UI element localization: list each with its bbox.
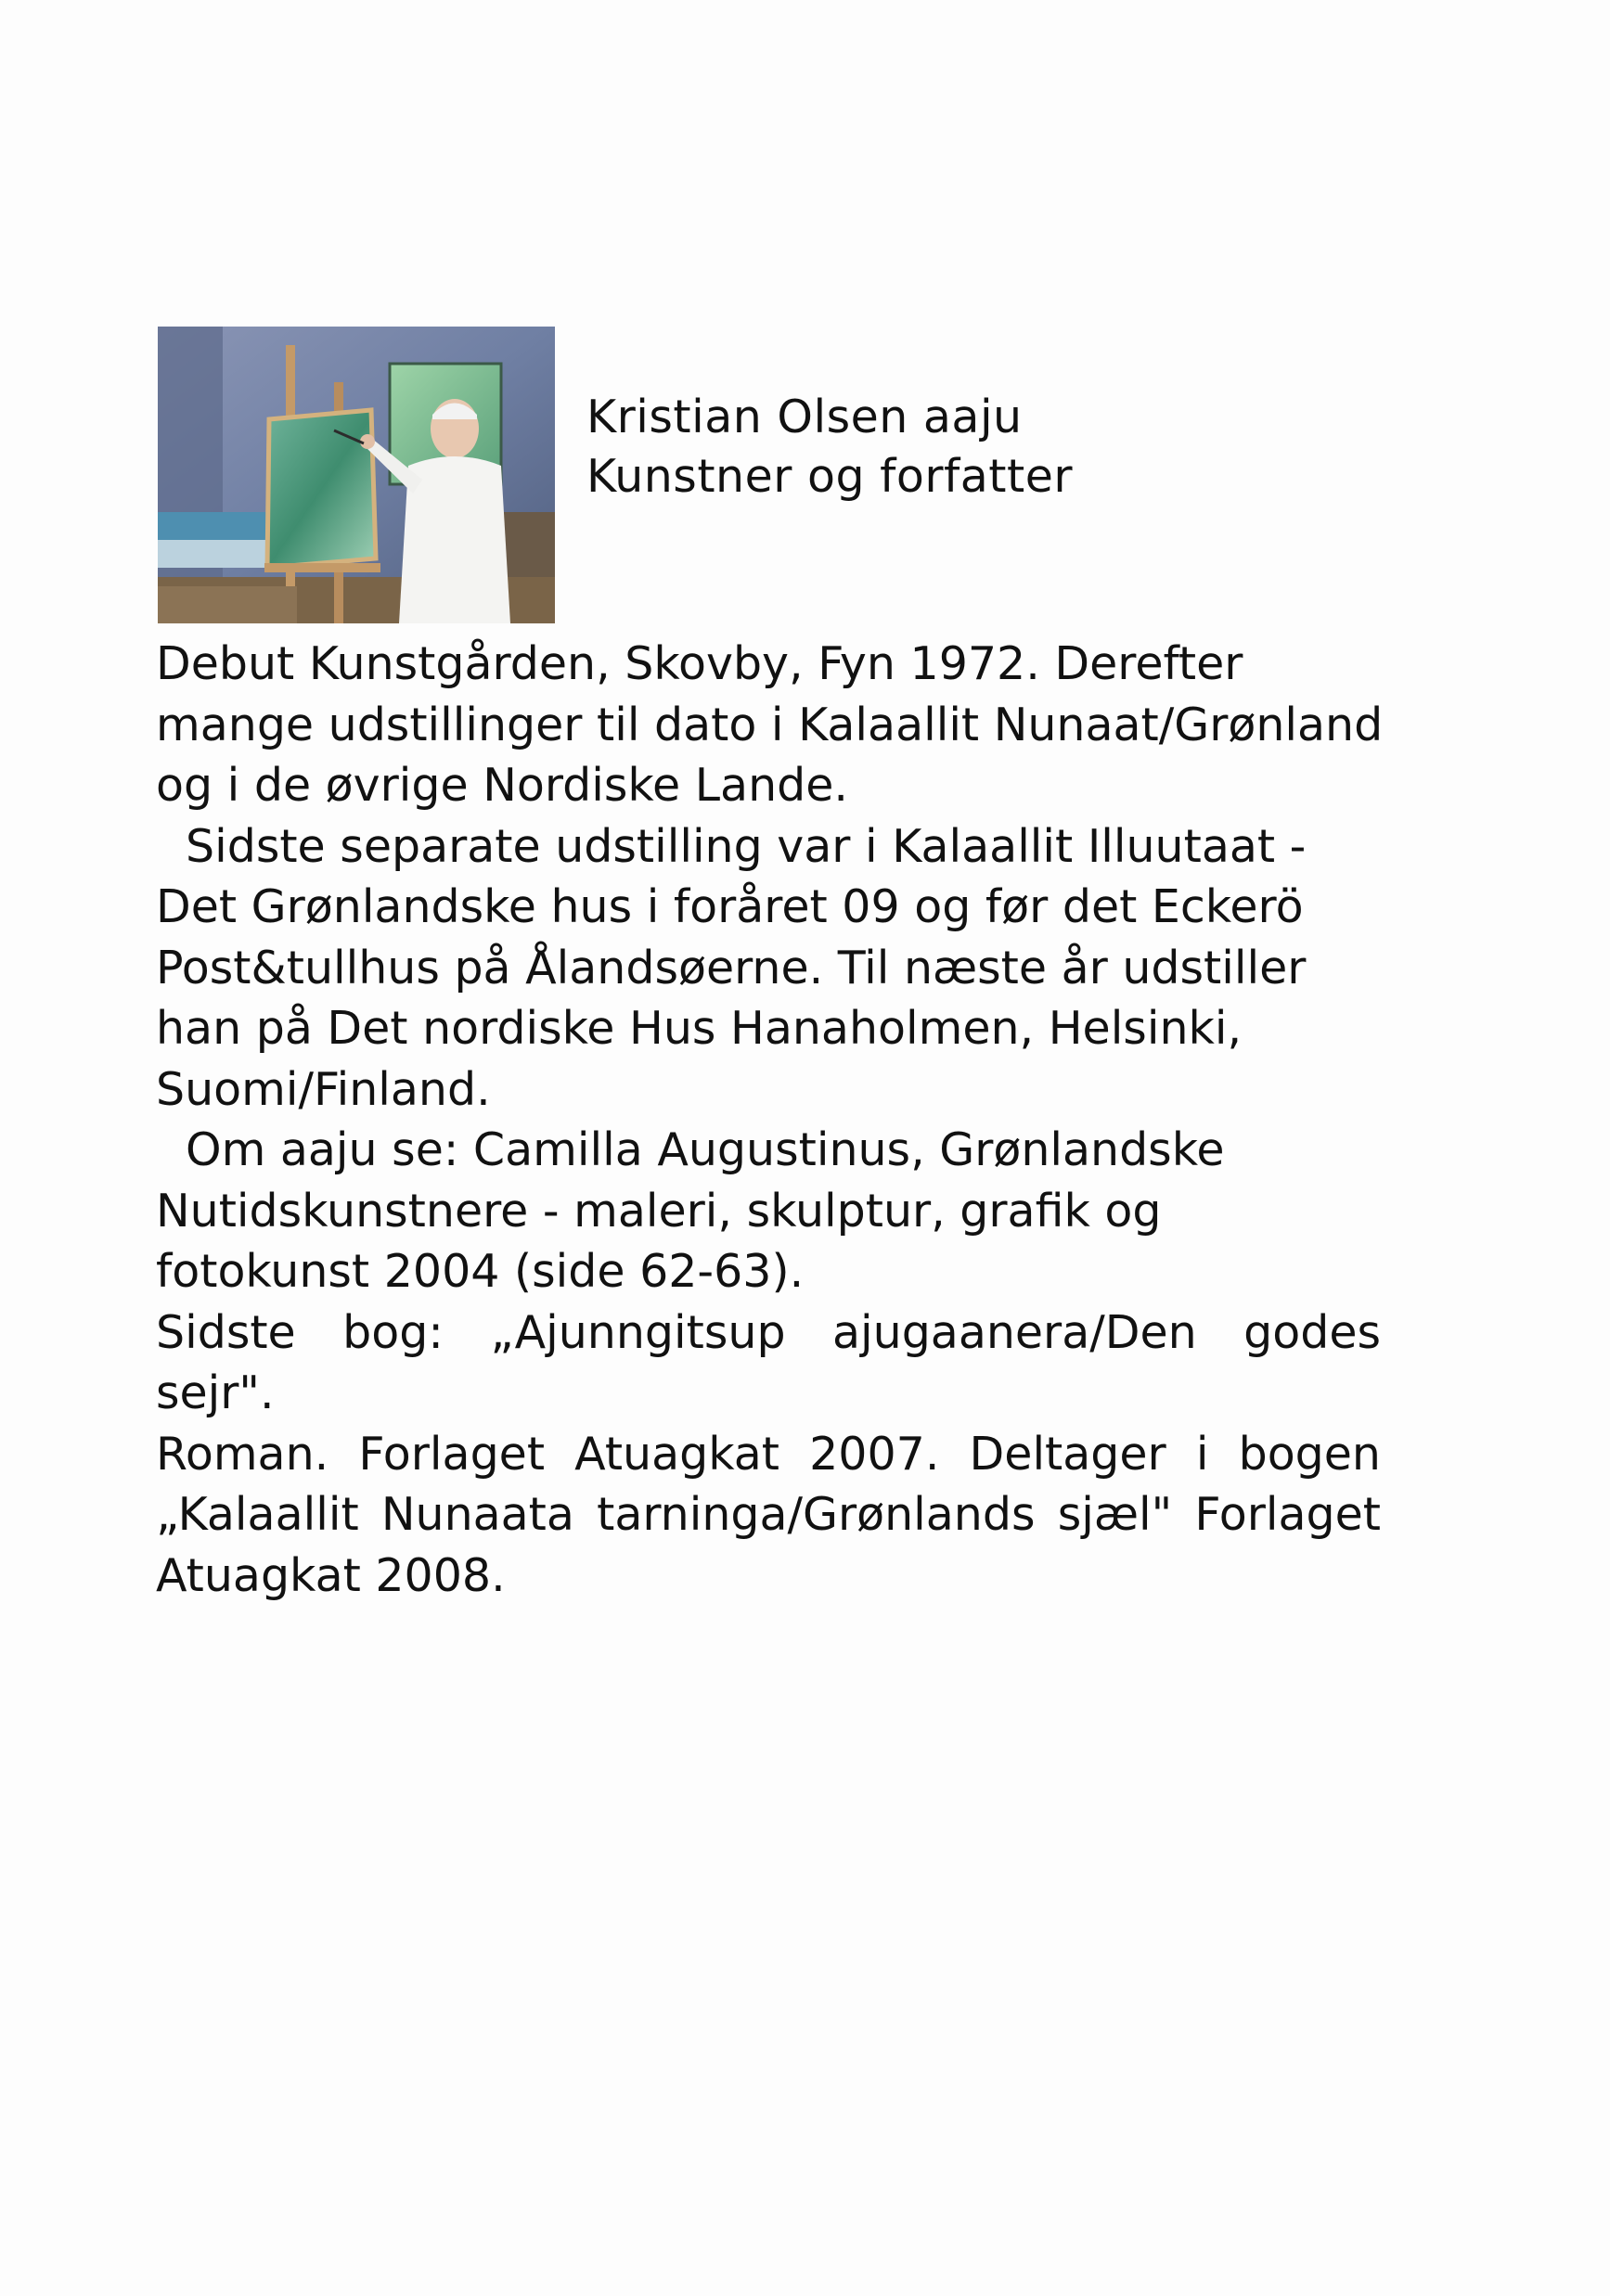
header xyxy=(586,388,1073,507)
bio-line: Sidste separate udstilling var i Kalaallit Illuutaat - xyxy=(186,819,1307,873)
bio-line: han på Det nordiske Hus Hanaholmen, Helsinki, xyxy=(156,1002,1243,1055)
bio-line: Debut Kunstgården, Skovby, Fyn 1972. Derefter xyxy=(156,637,1243,690)
author-role: Kunstner og forfatter xyxy=(586,450,1073,503)
artist-painting-photo-icon xyxy=(158,327,555,623)
bio-line: mange udstillinger til dato i Kalaallit Nunaat/Grønland xyxy=(156,698,1384,751)
bio-line: Suomi/Finland. xyxy=(156,1062,491,1116)
bio-line: Sidste bog: „Ajunngitsup ajugaanera/Den godes sejr". xyxy=(156,1305,1381,1419)
author-name: Kristian Olsen aaju xyxy=(586,391,1023,443)
bio-line: „Kalaallit Nunaata tarninga/Grønlands sjæl" Forlaget xyxy=(156,1488,1381,1541)
artist-photo xyxy=(158,327,555,623)
bio-line: Post&tullhus på Ålandsøerne. Til næste år udstiller xyxy=(156,941,1307,994)
bio-line: Det Grønlandske hus i foråret 09 og før det Eckerö xyxy=(156,880,1304,933)
bio-line: fotokunst 2004 (side 62-63). xyxy=(156,1245,805,1298)
bio-line: Nutidskunstnere - maleri, skulptur, grafik og xyxy=(156,1184,1162,1238)
bio-line: Roman. Forlaget Atuagkat 2007. Deltager i bogen xyxy=(156,1427,1381,1481)
bio-line: og i de øvrige Nordiske Lande. xyxy=(156,759,848,812)
bio-line: Om aaju se: Camilla Augustinus, Grønlandske xyxy=(186,1123,1225,1176)
biography xyxy=(156,634,1384,1606)
bio-line: Atuagkat 2008. xyxy=(156,1548,506,1602)
